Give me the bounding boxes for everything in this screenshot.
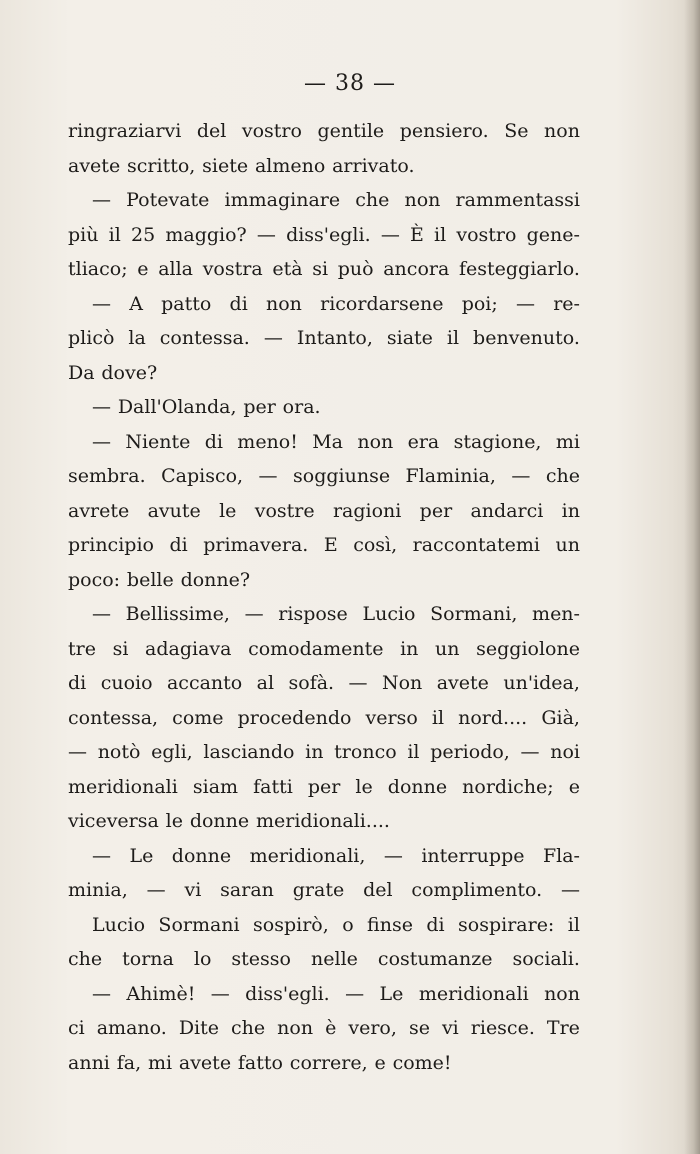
- text-line: Lucio Sormani sospirò, o finse di sospirare: il: [92, 913, 580, 936]
- text-line: — Dall'Olanda, per ora.: [92, 396, 321, 418]
- text-line: — Le donne meridionali, — interruppe Fla-: [92, 844, 580, 867]
- text-line: tliaco; e alla vostra età si può ancora festeggiarlo.: [68, 258, 580, 280]
- text-line: ci amano. Dite che non è vero, se vi riesce. Tre: [68, 1017, 580, 1039]
- text-line: principio di primavera. E così, raccontatemi un: [68, 534, 580, 556]
- text-line: sembra. Capisco, — soggiunse Flaminia, — che: [68, 465, 580, 487]
- text-line: Da dove?: [68, 361, 158, 384]
- text-line: avrete avute le vostre ragioni per andarci in: [68, 499, 580, 522]
- text-line: avete scritto, siete almeno arrivato.: [68, 154, 415, 177]
- text-line: più il 25 maggio? — diss'egli. — È il vostro gene-: [68, 223, 580, 246]
- body-text: [68, 114, 580, 1080]
- text-line: — Ahimè! — diss'egli. — Le meridionali non: [92, 982, 580, 1005]
- text-line: poco: belle donne?: [68, 568, 251, 591]
- page-number: — 38 —: [304, 71, 396, 96]
- text-line: meridionali siam fatti per le donne nordiche; e: [68, 775, 580, 798]
- text-line: — A patto di non ricordarsene poi; — re-: [92, 292, 580, 315]
- text-line: viceversa le donne meridionali....: [68, 810, 390, 832]
- text-line: — notò egli, lasciando in tronco il periodo, — noi: [68, 741, 580, 763]
- text-line: anni fa, mi avete fatto correre, e come!: [68, 1051, 452, 1074]
- text-line: di cuoio accanto al sofà. — Non avete un'idea,: [68, 672, 580, 694]
- text-line: che torna lo stesso nelle costumanze sociali.: [68, 948, 580, 970]
- text-line: ringraziarvi del vostro gentile pensiero. Se non: [68, 120, 580, 142]
- text-line: contessa, come procedendo verso il nord.... Già,: [68, 706, 580, 729]
- text-line: — Niente di meno! Ma non era stagione, mi: [92, 430, 580, 453]
- text-line: tre si adagiava comodamente in un seggiolone: [68, 637, 580, 660]
- text-line: minia, — vi saran grate del complimento. —: [68, 879, 580, 901]
- text-line: plicò la contessa. — Intanto, siate il benvenuto.: [68, 327, 580, 349]
- text-line: — Bellissime, — rispose Lucio Sormani, men-: [92, 603, 580, 625]
- binding-edge-shadow: [684, 0, 700, 1154]
- text-line: — Potevate immaginare che non rammentassi: [92, 189, 580, 211]
